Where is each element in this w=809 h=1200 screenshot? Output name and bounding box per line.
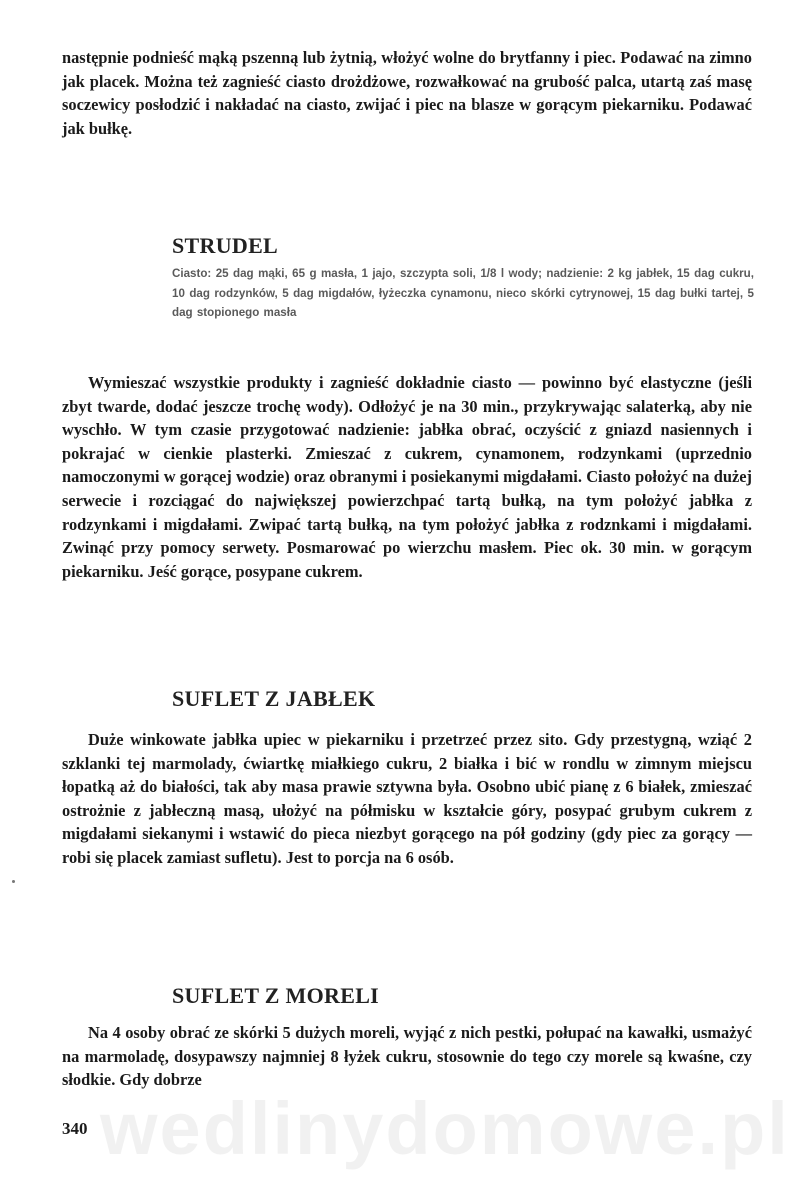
recipe-title-strudel: STRUDEL (172, 233, 279, 258)
recipe-instructions-suflet-z-jablek: Duże winkowate jabłka upiec w piekarniku i przetrzeć przez sito. Gdy przestygną, wziąć 2 szklanki tej marmolady, ćwiartkę miałkiego cukru, 2 białka i bić w rondlu w zimnym miejscu łopatką aż do białości, tak aby masa prawie sztywna była. Osobno ubić pianę z 6 białek, zmieszać ostrożnie z jabłeczną masą, ułożyć na półmisku w kształcie góry, posypać grubym cukrem z migdałami siekanymi i wstawić do pieca niezbyt gorącego na pół godziny (gdy piec za gorący — robi się placek zamiast sufletu). Jest to porcja na 6 osób. (62, 730, 752, 867)
scan-speck (12, 880, 15, 883)
intro-paragraph: następnie podnieść mąką pszenną lub żytnią, włożyć wolne do brytfanny i piec. Podawać na zimno jak placek. Można też zagnieść ciasto drożdżowe, rozwałkować na grubość palca, utartą zaś masę soczewicy posłodzić i nakładać na ciasto, zwijać i piec na blasze w gorącym piekarniku. Podawać jak bułkę. (62, 48, 752, 138)
recipe-title-suflet-z-jablek: SUFLET Z JABŁEK (172, 686, 376, 711)
recipe-instructions-strudel: Wymieszać wszystkie produkty i zagnieść dokładnie ciasto — powinno być elastyczne (jeśli zbyt twarde, dodać jeszcze trochę wody). Odłożyć je na 30 min., przykrywając salaterką, aby nie wyschło. W tym czasie przygotować nadzienie: jabłka obrać, oczyścić z gniazd nasiennych i pokrajać w cienkie plasterki. Zmieszać z cukrem, cynamonem, rodzynkami (uprzednio namoczonymi w gorącej wodzie) oraz obranymi i posiekanymi migdałami. Ciasto położyć na dużej serwecie i rozciągać do największej powierzchpać tartą bułką, na tym położyć jabłka z rodzynkami i migdałami. Zwipać tartą bułką, na tym położyć jabłka z rodznkami i migdałami. Zwinąć przy pomocy serwety. Posmarować po wierzchu masłem. Piec ok. 30 min. w gorącym piekarniku. Jeść gorące, posypane cukrem. (62, 373, 752, 581)
recipe-title-suflet-z-moreli: SUFLET Z MORELI (172, 983, 380, 1008)
page-number: 340 (62, 1119, 88, 1138)
recipe-instructions-suflet-z-moreli: Na 4 osoby obrać ze skórki 5 dużych moreli, wyjąć z nich pestki, połupać na kawałki, usmażyć na marmoladę, dosypawszy najmniej 8 łyżek cukru, stosownie do tego czy morele są kwaśne, czy słodkie. Gdy dobrze (62, 1023, 752, 1090)
recipe-ingredients-strudel: Ciasto: 25 dag mąki, 65 g masła, 1 jajo, szczypta soli, 1/8 l wody; nadzienie: 2 kg jabłek, 15 dag cukru, 10 dag rodzynków, 5 dag migdałów, łyżeczka cynamonu, nieco skórki cytrynowej, 15 dag bułki tartej, 5 dag stopionego masła (172, 267, 754, 320)
watermark: wedlinydomowe.pl (100, 1087, 790, 1170)
